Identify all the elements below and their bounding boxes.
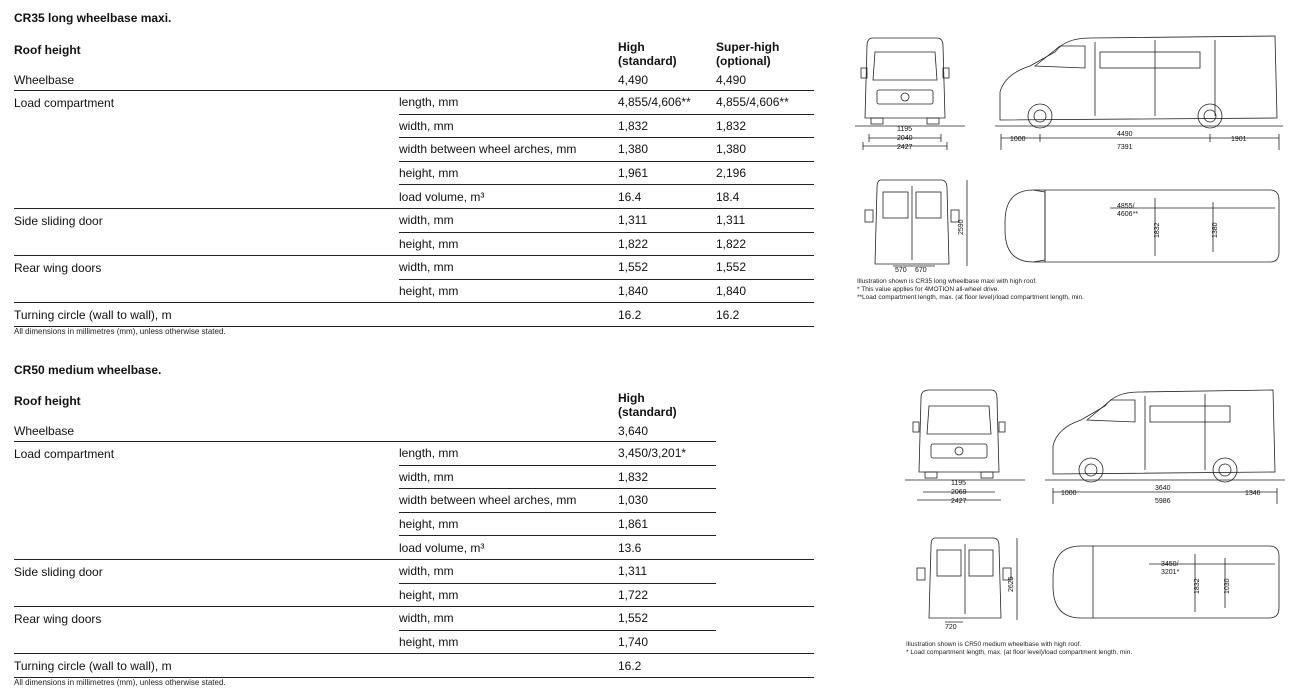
dim-rear-door-b: 670 [915, 267, 927, 274]
roof-height-label: Roof height [14, 43, 81, 57]
turning-circle-label: Turning circle (wall to wall), m [14, 303, 399, 327]
dim-side-front-2: 1000 [1061, 490, 1077, 497]
table-row: height, mm 1,822 1,822 [14, 232, 814, 256]
rear-doors-label: Rear wing doors [14, 256, 399, 280]
rear-view-drawing [865, 180, 967, 266]
dim-front-total-2: 2427 [951, 498, 967, 505]
table-row: Load compartment length, mm 3,450/3,201* [14, 442, 814, 466]
spec-table-cr50: Roof height High (standard) Wheelbase 3,640 Load compartment length, mm 3,450/3,201* width, mm 1,832 width between wheel arches, mm 1,030 height, mm 1,861 load volume, m³ 13.6 Side sliding door width, mm 1,311 height, mm 1,722 Rear wing doors width, mm 1,552 height, mm 1,740 Turning circle (wall to wall), m 16.2 [14, 381, 814, 678]
dimensions-note-2: All dimensions in millimetres (mm), unless otherwise stated. [14, 678, 226, 687]
dim-top-length-min-2: 3201* [1161, 569, 1180, 576]
table-row: Rear wing doors width, mm 1,552 [14, 607, 814, 631]
section1-title: CR35 long wheelbase maxi. [14, 11, 172, 25]
dim-top-length: 4855/ [1117, 203, 1135, 210]
dim-top-length-2: 3450/ [1161, 561, 1179, 568]
table-row: width between wheel arches, mm 1,030 [14, 489, 814, 513]
dimensions-note: All dimensions in millimetres (mm), unless otherwise stated. [14, 327, 226, 336]
table-row: width, mm 1,832 1,832 [14, 114, 814, 138]
roof-height-label-2: Roof height [14, 394, 81, 408]
dim-front-width: 2040 [897, 135, 913, 142]
table-row: Side sliding door width, mm 1,311 1,311 [14, 208, 814, 232]
dim-rear-door-a: 570 [895, 267, 907, 274]
table-row: width between wheel arches, mm 1,380 1,380 [14, 138, 814, 162]
dim-side-rear-2: 1346 [1245, 490, 1261, 497]
spec-table-cr35 [14, 30, 814, 327]
dim-top-arch-2: 1030 [1224, 578, 1231, 594]
table-row: load volume, m³ 13.6 [14, 536, 814, 560]
table-row: Side sliding door width, mm 1,311 [14, 559, 814, 583]
dim-side-rear: 1901 [1231, 136, 1247, 143]
cr50-figure-caption: Illustration shown is CR50 medium wheelbase with high roof. * Load compartment length, max. (at floor level)/load compartment length, min. [906, 641, 1133, 656]
load-compartment-label: Load compartment [14, 91, 399, 115]
dim-front-width-2: 2069 [951, 489, 967, 496]
dim-top-length-min: 4606** [1117, 211, 1139, 218]
col-high-header-2: High (standard) [618, 391, 677, 419]
cr50-van-drawings [905, 382, 1290, 632]
dim-side-total-2: 5986 [1155, 498, 1171, 505]
table-row: height, mm 1,740 [14, 630, 814, 654]
wheelbase-superhigh: 4,490 [716, 73, 747, 87]
dim-front-step-2: 1195 [951, 480, 967, 487]
dim-top-width: 1832 [1154, 222, 1161, 238]
table-row: Rear wing doors width, mm 1,552 1,552 [14, 256, 814, 280]
col-high-header: High (standard) [618, 40, 677, 68]
dim-side-wheelbase-2: 3640 [1155, 485, 1171, 492]
side-door-label: Side sliding door [14, 208, 399, 232]
top-view-drawing [1005, 190, 1279, 262]
table-row: Turning circle (wall to wall), m 16.2 16.2 [14, 303, 814, 327]
dim-side-total: 7391 [1117, 144, 1133, 151]
side-door-label-2: Side sliding door [14, 559, 399, 583]
wheelbase-label-2: Wheelbase [14, 424, 75, 438]
table-row: load volume, m³ 16.4 18.4 [14, 185, 814, 209]
dim-rear-height: 2590 [958, 219, 965, 235]
table-row: height, mm 1,840 1,840 [14, 279, 814, 303]
wheelbase-label: Wheelbase [14, 73, 75, 87]
dim-rear-height-2: 2625 [1008, 576, 1015, 592]
rear-doors-label-2: Rear wing doors [14, 607, 399, 631]
load-compartment-label-2: Load compartment [14, 442, 399, 466]
side-view-drawing [995, 36, 1283, 150]
table-row: height, mm 1,861 [14, 512, 814, 536]
table-row: Turning circle (wall to wall), m 16.2 [14, 654, 814, 678]
dim-side-wheelbase: 4490 [1117, 131, 1133, 138]
rear-view-drawing-2 [917, 538, 1017, 622]
col-superhigh-header: Super-high (optional) [716, 40, 780, 68]
dim-top-width-2: 1832 [1194, 578, 1201, 594]
dim-front-step: 1195 [897, 126, 913, 133]
section2-title: CR50 medium wheelbase. [14, 363, 162, 377]
dim-top-arch: 1380 [1212, 222, 1219, 238]
cr35-figure-caption: Illustration shown is CR35 long wheelbase maxi with high roof. * This value applies for 4MOTION all-wheel drive. **Load compartment length, max. (at floor level)/load compartment length, min. [857, 278, 1084, 301]
dim-side-front: 1000 [1010, 136, 1026, 143]
turning-circle-label-2: Turning circle (wall to wall), m [14, 654, 399, 678]
table-row: height, mm 1,961 2,196 [14, 161, 814, 185]
front-view-drawing [855, 38, 965, 150]
table-row: width, mm 1,832 [14, 465, 814, 489]
wheelbase-high: 4,490 [618, 73, 649, 87]
dim-front-total: 2427 [897, 144, 913, 151]
table-row: Load compartment length, mm 4,855/4,606** 4,855/4,606** [14, 91, 814, 115]
top-view-drawing-2 [1053, 546, 1279, 618]
table-row: height, mm 1,722 [14, 583, 814, 607]
dim-rear-door-2: 720 [945, 624, 957, 631]
cr35-van-drawings [855, 30, 1285, 275]
